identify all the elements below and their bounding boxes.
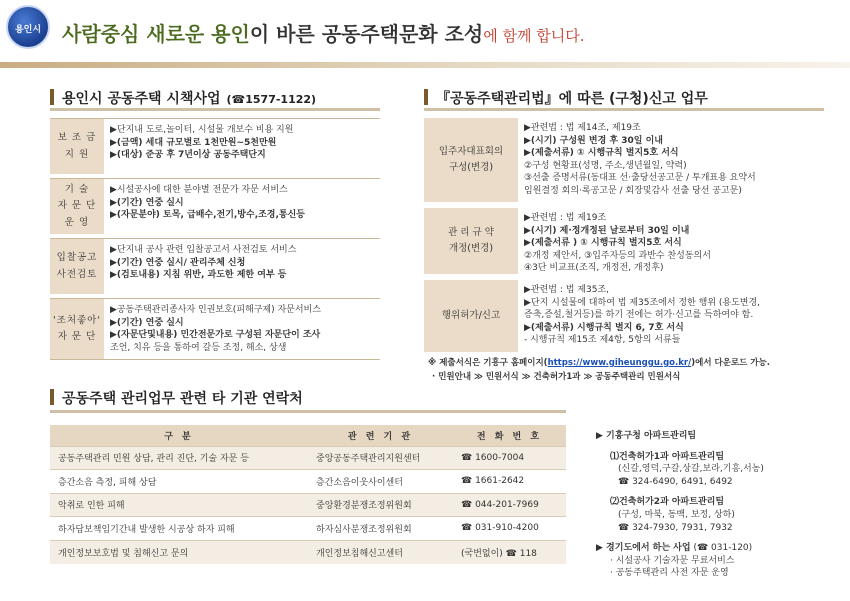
logo-text: 용인시 [14,25,42,35]
program-line: ▶(기간) 연중 실시 [110,197,184,208]
download-note [428,356,770,368]
label-line: 운 영 [64,216,90,228]
program-row-subsidy [50,118,380,174]
program-row-human-rights [50,298,380,360]
report-line: 임원결정 회의·록공고문 / 회장및감사 선출 당선 공고문) [524,185,742,196]
title-part1: 사람중심 새로운 용인 [62,22,250,46]
program-line: ▶(기간) 연중 실시/ 관리주체 신청 [110,257,246,268]
program-label [50,239,104,294]
program-line: 조언, 치유 등을 통하여 갈등 조정, 해소, 상생 [110,342,287,353]
report-line: ▶관련법 : 법 제14조, 제19조 [524,123,641,133]
report-line: ▶(시기) 구성원 변경 후 30일 이내 [524,135,663,146]
column-header: 관 련 기 관 [308,425,453,446]
program-content [110,124,382,162]
homepage-link[interactable]: https://www.giheunggu.go.kr/ [547,358,692,368]
section-bar-icon [50,389,54,405]
contact-category: 개인정보보호법 및 침해신고 문의 [50,540,308,564]
report-line: ③선출 증명서류(동대표 선·출당선공고문 / 투개표용 요약서 [524,173,756,184]
team1-name: ⑴건축허가1과 아파트관리팀 [610,451,725,462]
contact-agency: 중앙공동주택관리지원센터 [308,446,453,470]
report-content [524,212,824,275]
left-title-phone: (☎1577-1122) [226,93,317,106]
left-title-text: 용인시 공동주택 시책사업 [62,91,221,107]
program-content [110,244,382,282]
column-header: 전 화 번 호 [453,425,566,446]
team2-area: (구성, 마북, 동백, 보정, 상하) [618,509,735,520]
program-row-tech-advisory [50,178,380,234]
table-row [50,493,566,517]
contact-agency: 중앙환경분쟁조정위원회 [308,493,453,517]
report-label [424,208,518,274]
section-bar-icon [424,89,428,105]
contact-category: 공동주택관리 민원 상담, 관리 진단, 기술 자문 등 [50,446,308,470]
program-line: ▶공동주택관리종사자 인권보호(피해구제) 자문서비스 [110,305,321,315]
label-line: 사전검토 [56,268,98,280]
report-line: ②구성 현황표(성명, 주소,생년월일, 약력) [524,160,687,171]
program-label [50,119,104,174]
program-content [110,184,382,222]
label-line: 행위허가/신고 [441,309,501,321]
district-office-info [596,430,764,580]
program-line: ▶단지내 도로,놀이터, 시설물 개보수 비용 지원 [110,125,294,135]
report-line: - 시행규칙 제15조 제4항, 5항의 서류들 [524,335,681,346]
team2-name: ⑵건축허가2과 아파트관리팀 [610,497,725,508]
report-line: ▶(제출서류 ) ① 시행규칙 별지5호 서식 [524,238,682,249]
label-line: 기 술 [64,184,90,196]
report-row-council [424,118,824,202]
label-line: 구성(변경) [448,162,494,173]
program-line: ▶(대상) 준공 후 7년이상 공동주택단지 [110,150,266,161]
contact-phone: ☎ 031-910-4200 [453,517,566,541]
label-line: 자 문 단 [57,331,97,342]
report-line: ▶관련법 : 법 제35조, [524,285,610,295]
program-line: ▶(검토내용) 지침 위반, 과도한 제한 여부 등 [110,270,287,281]
report-label [424,280,518,352]
label-line: 개정(변경) [448,243,494,254]
left-title-rule [50,108,380,111]
program-label [50,179,104,234]
report-line: ②개정 제안서, ③입주자등의 과반수 찬성동의서 [524,250,711,261]
contact-phone: ☎ 1600-7004 [453,446,566,470]
yongin-city-logo [6,5,50,49]
program-label [50,299,104,359]
side-title: ▶ 기흥구청 아파트관리팀 [596,431,697,441]
program-line: ▶(자문단및내용) 민간전문가로 구성된 자문단이 조사 [110,330,321,341]
label-line: '조처좋아' [53,314,101,326]
team1-area: (신갈,영덕,구갈,상갈,보라,기흥,서농) [618,464,764,475]
report-content [524,122,824,198]
contact-category: 악취로 인한 피해 [50,493,308,517]
title-part3: 에 함께 합니다. [483,27,585,45]
program-line: ▶단지내 공사 관련 입찰공고서 사전검토 서비스 [110,245,297,255]
label-line: 자 문 단 [57,200,97,212]
right-title-rule [424,108,824,111]
page-header [0,0,850,74]
report-label [424,118,518,202]
contacts-title-rule [50,410,566,413]
gyeonggi-item: · 시설공사 기술자문 무료서비스 [610,555,735,566]
program-line: ▶(자문분야) 토목, 급배수,전기,방수,조경,통신등 [110,210,306,221]
contact-agency: 개인정보침해신고센터 [308,540,453,564]
report-line: ④3단 비교표(조직, 개정전, 개정후) [524,263,664,274]
report-line: ▶(제출서류) 시행규칙 별지 6, 7호 서식 [524,322,684,333]
contact-agency: 층간소음이웃사이센터 [308,470,453,494]
contact-phone: (국번없이) ☎ 118 [453,540,566,564]
program-line: ▶(기간) 연중 실시 [110,317,184,328]
contacts-section-title [50,388,303,408]
report-line: ▶(시기) 제·정개정된 날로부터 30일 이내 [524,225,690,236]
label-line: 입주자대표회의 [438,145,504,157]
report-row-bylaws [424,208,824,274]
report-line: 증축,증설,철거등)를 하기 전에는 허가·신고를 득하여야 함. [524,310,754,321]
table-row [50,446,566,470]
program-line: ▶(금액) 세대 규모별로 1천만원~5천만원 [110,137,277,148]
program-line: ▶시설공사에 대한 분야별 전문가 자문 서비스 [110,185,288,195]
contacts-title-text: 공동주택 관리업무 관련 타 기관 연락처 [62,391,303,407]
contact-category: 하자담보책임기간내 발생한 시공상 하자 피해 [50,517,308,541]
label-line: 입찰공고 [56,252,98,264]
gyeonggi-title-text: ▶ 경기도에서 하는 사업 [596,543,691,554]
contacts-table [50,425,566,564]
note-suffix: )에서 다운로드 가능. [691,358,770,368]
program-row-bid-review [50,238,380,294]
label-line: 보 조 금 [57,132,97,144]
right-section-title [424,88,708,108]
table-row [50,470,566,494]
label-line: 관 리 규 약 [448,226,494,238]
team1-phone: ☎ 324-6490, 6491, 6492 [618,476,733,487]
gyeonggi-phone: (☎ 031-120) [693,543,753,554]
contact-category: 층간소음 측정, 피해 상담 [50,470,308,494]
title-part2: 이 바른 공동주택문화 조성 [249,22,484,46]
page-title [62,18,584,47]
gyeonggi-item: · 공동주택관리 사전 자문 운영 [610,568,729,579]
table-row [50,540,566,564]
table-row [50,517,566,541]
team2-phone: ☎ 324-7930, 7931, 7932 [618,522,733,533]
contact-phone: ☎ 1661-2642 [453,470,566,494]
gyeonggi-title [596,542,764,555]
contact-phone: ☎ 044-201-7969 [453,493,566,517]
report-line: ▶관련법 : 법 제19조 [524,213,607,223]
contact-agency: 하자심사분쟁조정위원회 [308,517,453,541]
column-header: 구 분 [50,425,308,446]
left-section-title [50,88,316,108]
note-prefix: ※ 제출서식은 기흥구 홈페이지( [428,358,548,368]
report-line: ▶단지 시설물에 대하여 법 제35조에서 정한 행위 (용도변경, [524,297,761,308]
report-row-permit [424,280,824,352]
program-content [110,304,382,354]
header-divider [0,62,850,68]
table-header-row [50,425,566,446]
right-title-text: 『공동주택관리법』에 따른 (구청)신고 업무 [436,91,708,107]
section-bar-icon [50,89,54,105]
label-line: 지 원 [64,148,90,160]
report-line: ▶(제출서류) ① 시행규칙 별지5호 서식 [524,148,679,159]
download-path-note: · 민원안내 ≫ 민원서식 ≫ 건축허가1과 ≫ 공동주택관리 민원서식 [432,372,681,382]
report-content [524,284,824,347]
